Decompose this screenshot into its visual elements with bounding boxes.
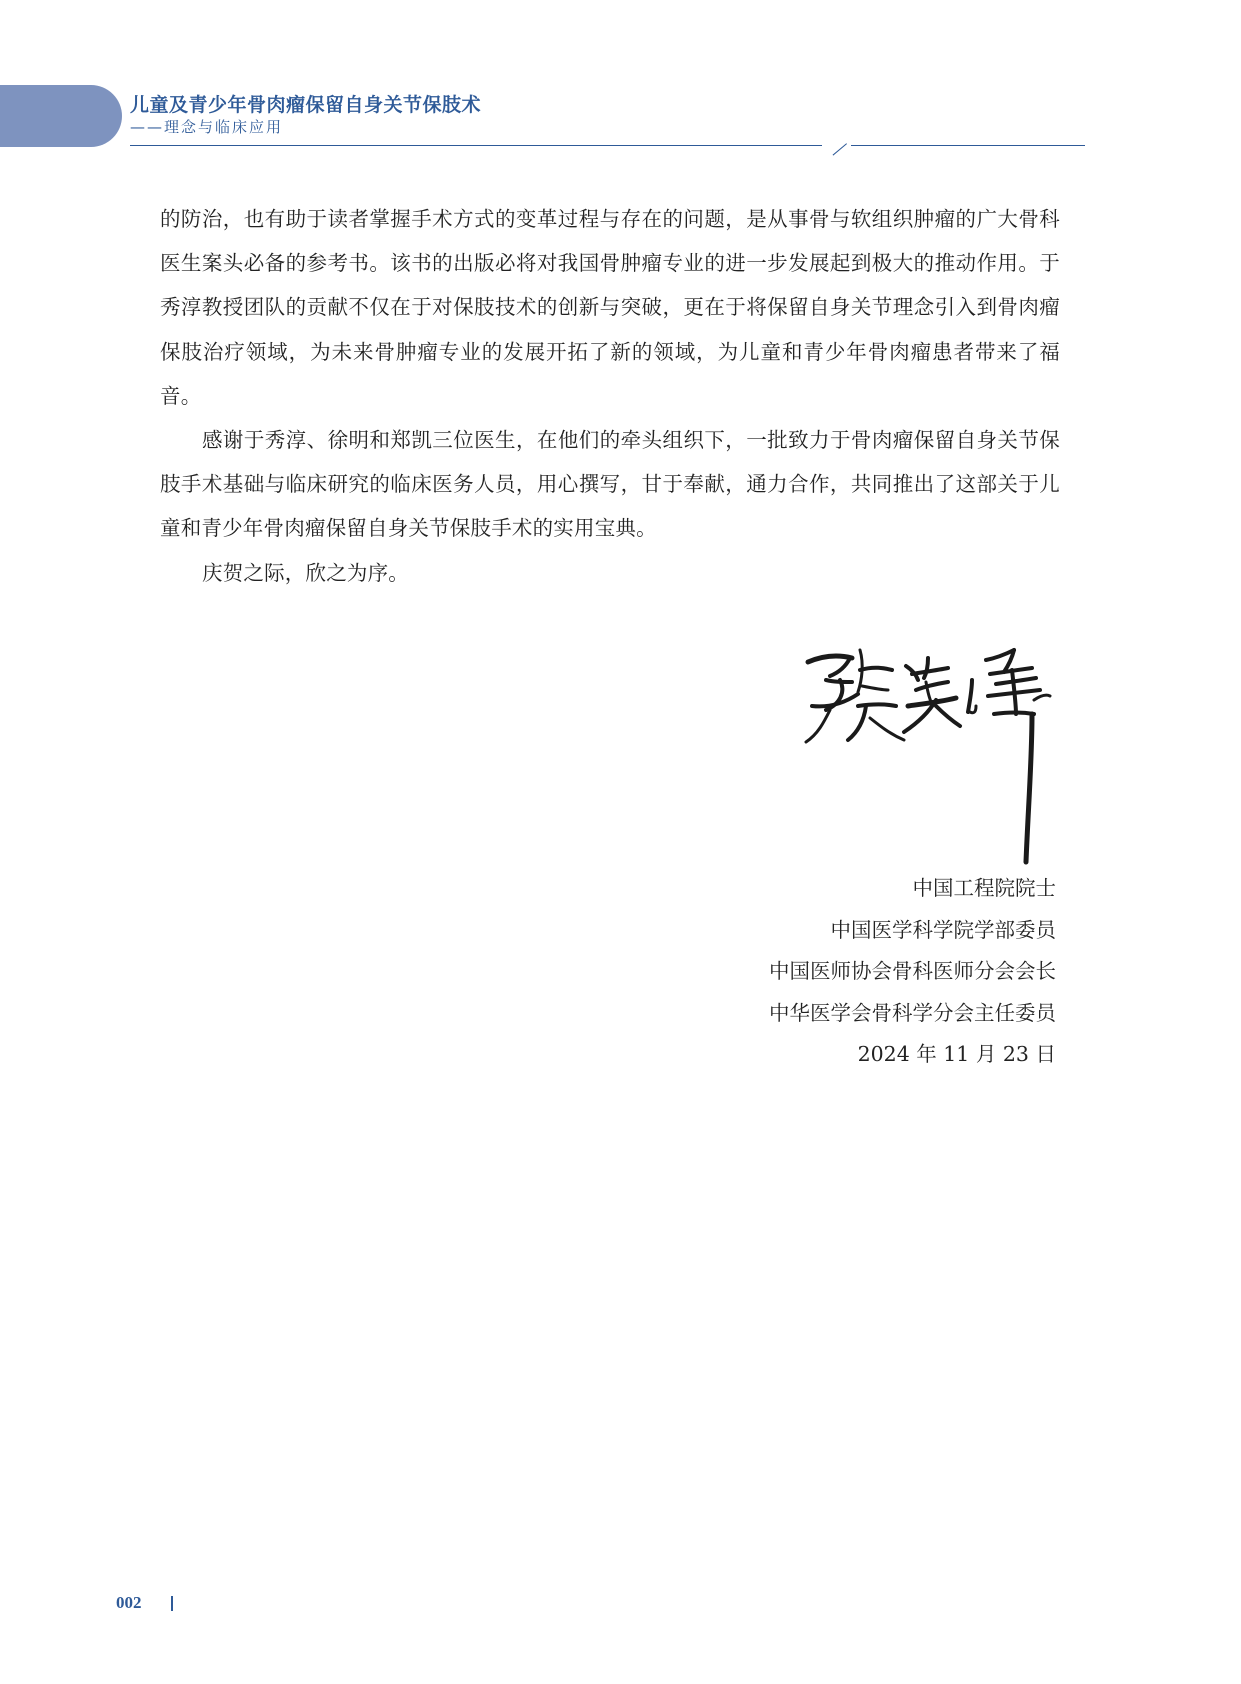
paragraph-2: 感谢于秀淳、徐明和郑凯三位医生，在他们的牵头组织下，一批致力于骨肉瘤保留自身关节保肢手术基础与临床研究的临床医务人员，用心撰写，甘于奉献，通力合作，共同推出了这部关于儿童和青少年骨肉瘤保留自身关节保肢手术的实用宝典。 [160, 428, 1060, 541]
page-number-bar [171, 1596, 173, 1611]
signer-title-3: 中国医师协会骨科医师分会会长 [769, 959, 1056, 983]
preface-body [160, 197, 1060, 595]
signature-block [769, 868, 1056, 1076]
page-number: 002 [116, 1593, 142, 1612]
handwritten-signature [800, 640, 1066, 880]
header-rule-slash [833, 143, 847, 155]
paragraph-3: 庆贺之际，欣之为序。 [202, 560, 409, 585]
signing-date: 2024 年 11 月 23 日 [857, 1042, 1056, 1066]
header-rule [130, 145, 822, 146]
paragraph-1: 的防治，也有助于读者掌握手术方式的变革过程与存在的问题，是从事骨与软组织肿瘤的广大骨科医生案头必备的参考书。该书的出版必将对我国骨肿瘤专业的进一步发展起到极大的推动作用。于秀淳教授团队的贡献不仅在于对保肢技术的创新与突破，更在于将保留自身关节理念引入到骨肉瘤保肢治疗领域，为未来骨肿瘤专业的发展开拓了新的领域，为儿童和青少年骨肉瘤患者带来了福音。 [160, 207, 1060, 408]
signer-title-4: 中华医学会骨科学分会主任委员 [769, 1000, 1056, 1025]
header-rule-right [851, 145, 1085, 146]
book-title: 儿童及青少年骨肉瘤保留自身关节保肢术 [130, 94, 482, 116]
book-subtitle: ——理念与临床应用 [130, 118, 284, 136]
signer-title-2: 中国医学科学院学部委员 [830, 917, 1056, 942]
header-tab-decoration [0, 85, 122, 147]
signer-title-1: 中国工程院院士 [912, 876, 1056, 900]
